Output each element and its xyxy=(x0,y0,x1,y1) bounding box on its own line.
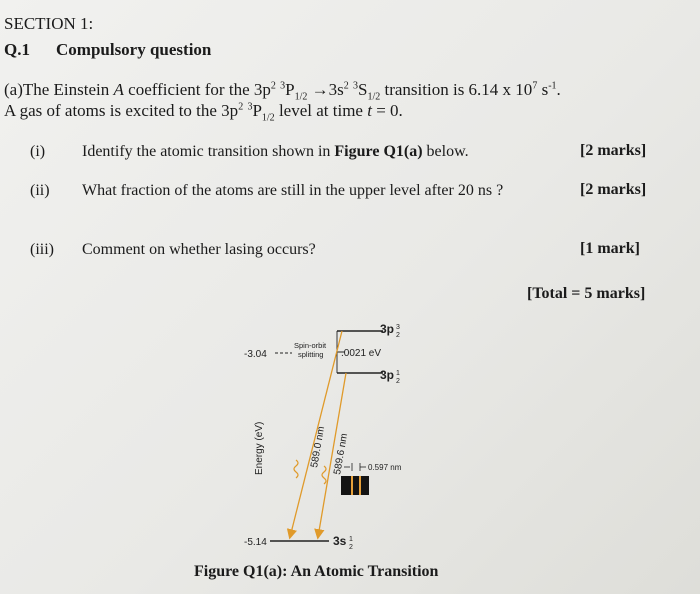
line-589-0-label: 589.0 nm xyxy=(309,425,328,469)
question-title: Compulsory question xyxy=(56,40,212,59)
question-iii-number: (iii) xyxy=(30,241,54,258)
figure-caption: Figure Q1(a): An Atomic Transition xyxy=(194,563,439,580)
level-3p1-den: 2 xyxy=(396,378,400,385)
question-iii-text: Comment on whether lasing occurs? xyxy=(82,241,316,258)
spin-orbit-label: Spin-orbit xyxy=(294,341,327,350)
intro-line-1: (a)The Einstein A coefficient for the $3p^2$ $^3P_{1/2} \to 3s^2$ $^3S_{1/2}$ transition is 6.14 x $10^7$ $s^{-1}$. xyxy=(4,80,561,103)
level-3p3-label: 3p xyxy=(380,322,395,336)
lower-energy-label: -5.14 xyxy=(244,537,267,548)
spectrum-block xyxy=(341,476,369,495)
separation-label: 0.597 nm xyxy=(368,463,402,472)
upper-energy-label: -3.04 xyxy=(244,349,267,360)
question-ii-text: What fraction of the atoms are still in the upper level after 20 ns ? xyxy=(82,182,504,199)
total-marks: [Total = 5 marks] xyxy=(527,285,646,302)
section-heading: SECTION 1: xyxy=(4,14,94,33)
level-3p1-label: 3p xyxy=(380,368,395,382)
question-i-text: Identify the atomic transition shown in Figure Q1(a) below. xyxy=(82,143,469,160)
splitting-value: .0021 eV xyxy=(341,348,382,359)
question-ii-marks: [2 marks] xyxy=(580,181,647,198)
level-3s-num: 1 xyxy=(349,536,353,543)
photon-wave-2 xyxy=(322,466,326,484)
question-ii-number: (ii) xyxy=(30,182,50,199)
photon-wave-1 xyxy=(294,460,298,478)
question-i-number: (i) xyxy=(30,143,46,160)
question-number: Q.1 xyxy=(4,40,30,59)
level-3p3-num: 3 xyxy=(396,324,400,331)
level-3s-label: 3s xyxy=(333,534,347,548)
question-i-marks: [2 marks] xyxy=(580,142,647,159)
level-3s-den: 2 xyxy=(349,544,353,551)
line-589-6-label: 589.6 nm xyxy=(332,432,351,476)
level-3p3-den: 2 xyxy=(396,332,400,339)
level-3p1-num: 1 xyxy=(396,370,400,377)
energy-axis-label: Energy (eV) xyxy=(254,421,265,475)
intro-line-2: A gas of atoms is excited to the $3p^2$ $^3P_{1/2}$ level at time t = 0. xyxy=(4,101,403,124)
splitting-label: splitting xyxy=(298,350,324,359)
question-iii-marks: [1 mark] xyxy=(580,240,640,257)
